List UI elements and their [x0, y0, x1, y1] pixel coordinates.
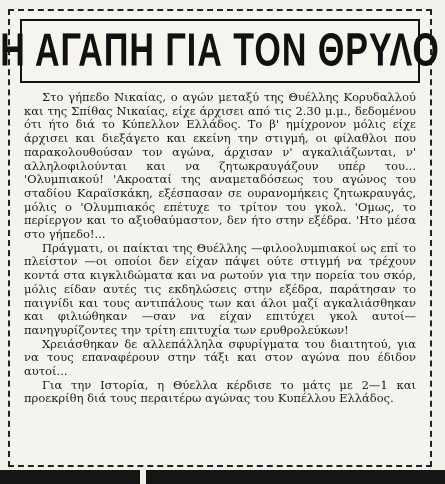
headline: Η ΑΓΑΠΗ ΓΙΑ ΤΟΝ ΘΡΥΛΟ	[0, 24, 440, 76]
article-body	[24, 91, 416, 406]
headline-box	[0, 19, 440, 83]
article-paragraph: Χρειάσθηκαν δε αλλεπάλληλα σφυρίγματα του διαιτητού, για να τους επαναφέρουν στην τάξι και στον αγώνα που έδιδον αυτοί...	[24, 336, 416, 379]
next-article-edge	[0, 470, 445, 484]
column-gap	[140, 470, 146, 484]
newspaper-clipping	[0, 9, 440, 467]
article-paragraph: Στο γήπεδο Νικαίας, ο αγών μεταξύ της Θυέλλης Κορυδαλλού και της Σπίθας Νικαίας, είχε άρχισει από τις 2.30 μ.μ., δεδομένου ότι ήτο διά το Κύπελλον Ελλάδος. Το β' ημίχρονον μόλις είχε άρχισει και διεξάγετο και εκείνη την στιγμή, οι φίλαθλοι που παρακολουθούσαν τον αγώνα, άρχισαν ν' αγκαλιάζωνται, ν' αλληλοφιλούνται και να ζητωκραυγάζουν υπέρ του... 'Ολυμπιακού! 'Ακροαταί της αναμεταδόσεως του αγώνος του σταδίου Καραϊσκάκη, εξέσπασαν σε ουρανομήκεις ζητωκραυγάς, μόλις ο 'Ολυμπιακός επέτυχε το τρίτον του γκολ. 'Ομως, το περίεργον και το αξιοθαύμαστον, δεν ήτο στην εξέδρα. 'Ητο μέσα στο γήπεδο!...	[24, 90, 416, 242]
article-paragraph: Για την Ιστορία, η Θύελλα κέρδισε το μάτς με 2—1 και προεκρίθη διά τους περαιτέρω αγώνας του Κυπέλλου Ελλάδος.	[24, 377, 416, 406]
article-paragraph: Πράγματι, οι παίκται της Θυέλλης —φιλοολυμπιακοί ως επί το πλείστον —οι οποίοι δεν είχαν πάψει ούτε στιγμή να τρέχουν κοντά στα κιγκλιδώματα και να ρωτούν για την πορεία του σκόρ, μόλις είδαν αυτές τις εκδηλώσεις στην εξέδρα, παράτησαν το παιγνίδι και τους αντιπάλους των και άλοι μαζί αγκαλιάσθηκαν και φιλιώθηκαν —σαν να είχαν επιτύχει γκολ αυτοί— πανηγυρίζοντες την τρίτη επιτυχία των ερυθρολεύκων!	[24, 240, 416, 337]
